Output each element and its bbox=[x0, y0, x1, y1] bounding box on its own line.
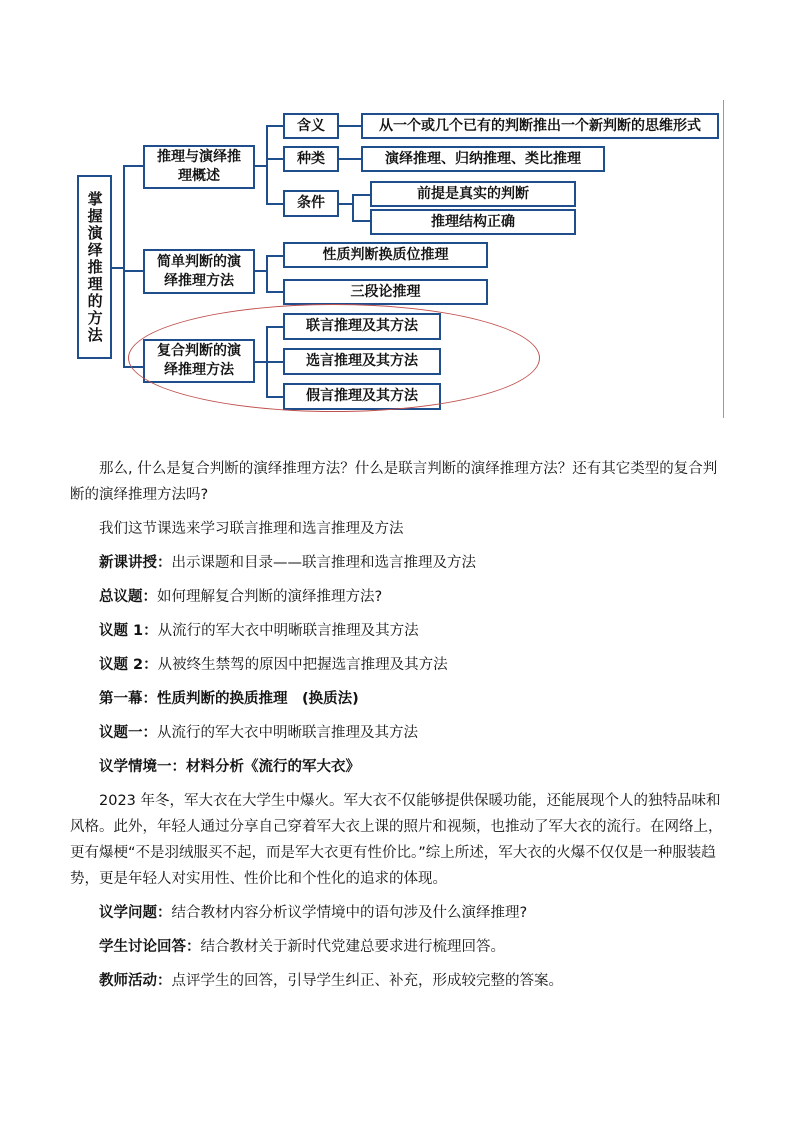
connector bbox=[352, 194, 354, 222]
student-label: 学生讨论回答： bbox=[99, 939, 201, 955]
teacher-label: 教师活动： bbox=[99, 973, 172, 989]
node-meaning-label: 含义 bbox=[297, 117, 325, 134]
branch-simple bbox=[143, 249, 255, 294]
body-text bbox=[70, 456, 724, 994]
paragraph-issue-2 bbox=[70, 652, 724, 678]
paragraph-material: 2023 年冬，军大衣在大学生中爆火。军大衣不仅能够提供保暖功能，还能展现个人的独特品味和风格。此外，年轻人通过分享自己穿着军大衣上课的照片和视频，也推动了军大衣的流行。在网络上，更有爆梗“不是羽绒服买不起，而是军大衣更有性价比。”综上所述，军大衣的火爆不仅仅是一种服装趋势，更是年轻人对实用性、性价比和个性化的追求的体现。 bbox=[70, 793, 723, 887]
branch-overview-label: 推理与演绎推理概述 bbox=[157, 149, 241, 184]
node-conditions bbox=[283, 190, 339, 217]
issue-2-label: 议题 2： bbox=[99, 657, 158, 673]
main-issue-label: 总议题： bbox=[99, 589, 157, 605]
root-label: 掌握演绎推理的方法 bbox=[85, 190, 104, 344]
connector bbox=[352, 194, 370, 196]
connector bbox=[266, 255, 283, 257]
desc-types bbox=[361, 146, 605, 172]
desc-condition-2 bbox=[370, 209, 576, 235]
page-edge-line bbox=[723, 100, 724, 418]
paragraph-question bbox=[70, 900, 724, 926]
desc-condition-1 bbox=[370, 181, 576, 207]
mind-map-diagram bbox=[0, 0, 794, 430]
paragraph-topic: 我们这节课选来学习联言推理和选言推理及方法 bbox=[99, 521, 404, 537]
question-text: 结合教材内容分析议学情境中的语句涉及什么演绎推理? bbox=[171, 905, 528, 921]
main-issue-text: 如何理解复合判断的演绎推理方法? bbox=[157, 589, 383, 605]
desc-meaning-label: 从一个或几个已有的判断推出一个新判断的思维形式 bbox=[379, 117, 701, 134]
branch-simple-label: 简单判断的演绎推理方法 bbox=[157, 253, 241, 289]
paragraph-main-issue bbox=[70, 584, 724, 610]
paragraph-student bbox=[70, 934, 724, 960]
paragraph-teacher bbox=[70, 968, 724, 994]
new-lesson-label: 新课讲授： bbox=[99, 555, 172, 571]
connector bbox=[352, 220, 370, 222]
branch-compound-label: 复合判断的演绎推理方法 bbox=[157, 343, 241, 378]
issue-1-text: 从流行的军大衣中明晰联言推理及其方法 bbox=[157, 623, 419, 639]
desc-condition-2-label: 推理结构正确 bbox=[431, 213, 515, 230]
paragraph-act-one: 第一幕：性质判断的换质推理 (换质法) bbox=[99, 691, 359, 707]
connector bbox=[339, 125, 361, 127]
connector bbox=[266, 291, 283, 293]
paragraph-issue-1 bbox=[70, 618, 724, 644]
node-property-inference bbox=[283, 242, 488, 268]
connector bbox=[266, 158, 283, 160]
student-text: 结合教材关于新时代党建总要求进行梳理回答。 bbox=[200, 939, 505, 955]
issue-1-label: 议题 1： bbox=[99, 623, 158, 639]
desc-types-label: 演绎推理、归纳推理、类比推理 bbox=[385, 150, 581, 167]
issue-one-label: 议题一： bbox=[99, 725, 157, 741]
connector bbox=[123, 165, 143, 167]
node-conjunctive-label: 联言推理及其方法 bbox=[306, 318, 418, 335]
connector bbox=[266, 125, 283, 127]
paragraph-scenario: 议学情境一：材料分析《流行的军大衣》 bbox=[99, 759, 360, 775]
issue-2-text: 从被终生禁驾的原因中把握选言推理及其方法 bbox=[157, 657, 448, 673]
issue-one-text: 从流行的军大衣中明晰联言推理及其方法 bbox=[157, 725, 418, 741]
new-lesson-text: 出示课题和目录——联言推理和选言推理及方法 bbox=[171, 555, 476, 571]
node-disjunctive-label: 选言推理及其方法 bbox=[306, 353, 418, 370]
highlight-ellipse bbox=[128, 304, 540, 412]
node-types bbox=[283, 146, 339, 172]
connector bbox=[266, 203, 283, 205]
node-syllogism-label: 三段论推理 bbox=[350, 283, 421, 300]
question-label: 议学问题： bbox=[99, 905, 172, 921]
connector bbox=[266, 255, 268, 293]
root-node bbox=[77, 175, 112, 359]
branch-overview bbox=[143, 145, 255, 189]
node-types-label: 种类 bbox=[297, 150, 325, 167]
teacher-text: 点评学生的回答，引导学生纠正、补充，形成较完整的答案。 bbox=[171, 973, 563, 989]
connector bbox=[339, 158, 361, 160]
node-meaning bbox=[283, 113, 339, 139]
desc-meaning bbox=[361, 113, 719, 139]
paragraph-intro: 那么, 什么是复合判断的演绎推理方法？什么是联言判断的演绎推理方法？还有其它类型的复合判断的演绎推理方法吗? bbox=[70, 461, 718, 503]
node-hypothetical-label: 假言推理及其方法 bbox=[306, 388, 418, 405]
node-conditions-label: 条件 bbox=[297, 195, 325, 212]
connector bbox=[123, 165, 125, 368]
paragraph-issue-one bbox=[70, 720, 724, 746]
connector bbox=[266, 125, 268, 205]
node-syllogism bbox=[283, 279, 488, 305]
paragraph-new-lesson bbox=[70, 550, 724, 576]
connector bbox=[123, 270, 143, 272]
node-property-inference-label: 性质判断换质位推理 bbox=[322, 246, 449, 263]
desc-condition-1-label: 前提是真实的判断 bbox=[417, 185, 529, 202]
